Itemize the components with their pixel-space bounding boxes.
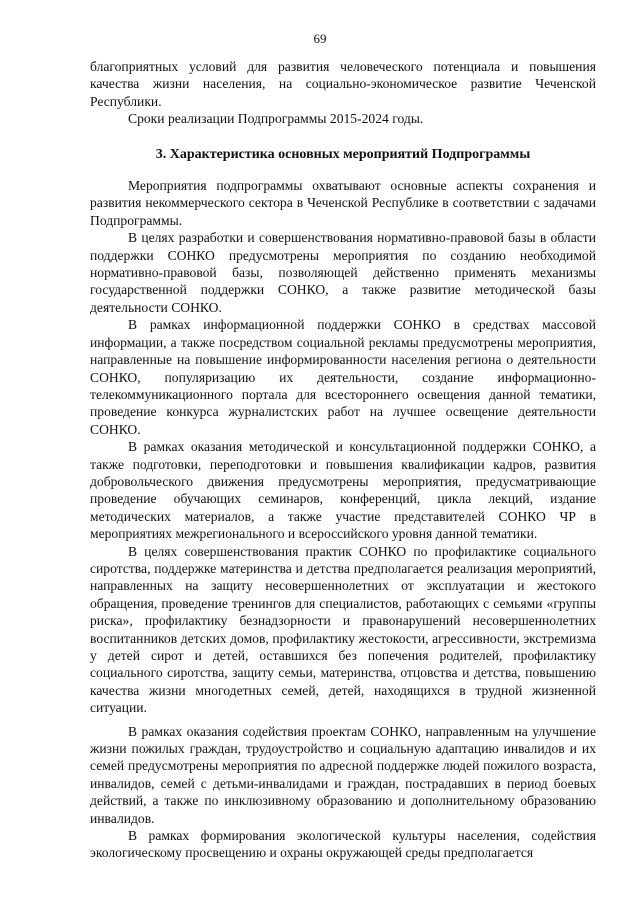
body-paragraph-2: В целях разработки и совершенствования нормативно-правовой базы в области поддержки СОНКО предусмотрены мероприятия по созданию необходимой нормативно-правовой базы, позволяющей действенно применять механизмы государственной поддержки СОНКО, а также развитие методической базы деятельности СОНКО. [90, 230, 596, 315]
intro-paragraph-2: Сроки реализации Подпрограммы 2015-2024 годы. [128, 111, 424, 127]
body-paragraph-4: В рамках оказания методической и консультационной поддержки СОНКО, а также подготовки, переподготовки и повышения квалификации кадров, развития добровольческого движения предусмотрены мероприятия, предусматривающие проведение обучающих семинаров, конференций, цикла лекций, издание методических материалов, а также участие представителей СОНКО ЧР в мероприятиях межрегионального и всероссийского уровня данной тематики. [90, 439, 596, 542]
intro-paragraph-1: благоприятных условий для развития человеческого потенциала и повышения качества жизни населения, на социально-экономическое развитие Чеченской Республики. [90, 59, 596, 109]
page-number: 69 [313, 31, 327, 46]
section-heading: 3. Характеристика основных мероприятий Подпрограммы [155, 146, 531, 162]
body-paragraph-1: Мероприятия подпрограммы охватывают основные аспекты сохранения и развития некоммерческого сектора в Чеченской Республике в соответствии с задачами Подпрограммы. [90, 178, 596, 228]
body-paragraph-6: В рамках оказания содействия проектам СОНКО, направленным на улучшение жизни пожилых граждан, трудоустройство и социальную адаптацию инвалидов и их семей предусмотрены мероприятия по адресной поддержке людей пожилого возраста, инвалидов, семей с детьми-инвалидами и граждан, пострадавших в период боевых действий, а также по инклюзивному образованию и дополнительному образованию инвалидов. [90, 723, 596, 826]
body-paragraph-7: В рамках формирования экологической культуры населения, содействия экологическому просвещению и охраны окружающей среды предполагается [90, 828, 596, 861]
body-paragraph-3: В рамках информационной поддержки СОНКО в средствах массовой информации, а также посредством социальной рекламы предусмотрены мероприятия, направленные на повышение информированности населения региона о деятельности СОНКО, популяризацию их деятельности, создание информационно-телекоммуникационного портала для всестороннего освещения данной тематики, проведение конкурса журналистских работ на лучшее освещение деятельности СОНКО. [90, 317, 596, 437]
body-paragraph-5: В целях совершенствования практик СОНКО по профилактике социального сиротства, поддержке материнства и детства предполагается реализация мероприятий, направленных на защиту несовершеннолетних от эксплуатации и жестокого обращения, проведение тренингов для специалистов, работающих с семьями «группы риска», профилактику безнадзорности и правонарушений несовершеннолетних воспитанников детских домов, профилактику жестокости, агрессивности, экстремизма у детей сирот и детей, оставшихся без попечения родителей, профилактику социального сиротства, защиту семьи, материнства, отцовства и детства, повышению качества жизни многодетных семей, детей, находящихся в трудной жизненной ситуации. [90, 543, 596, 716]
page-content [90, 58, 596, 862]
